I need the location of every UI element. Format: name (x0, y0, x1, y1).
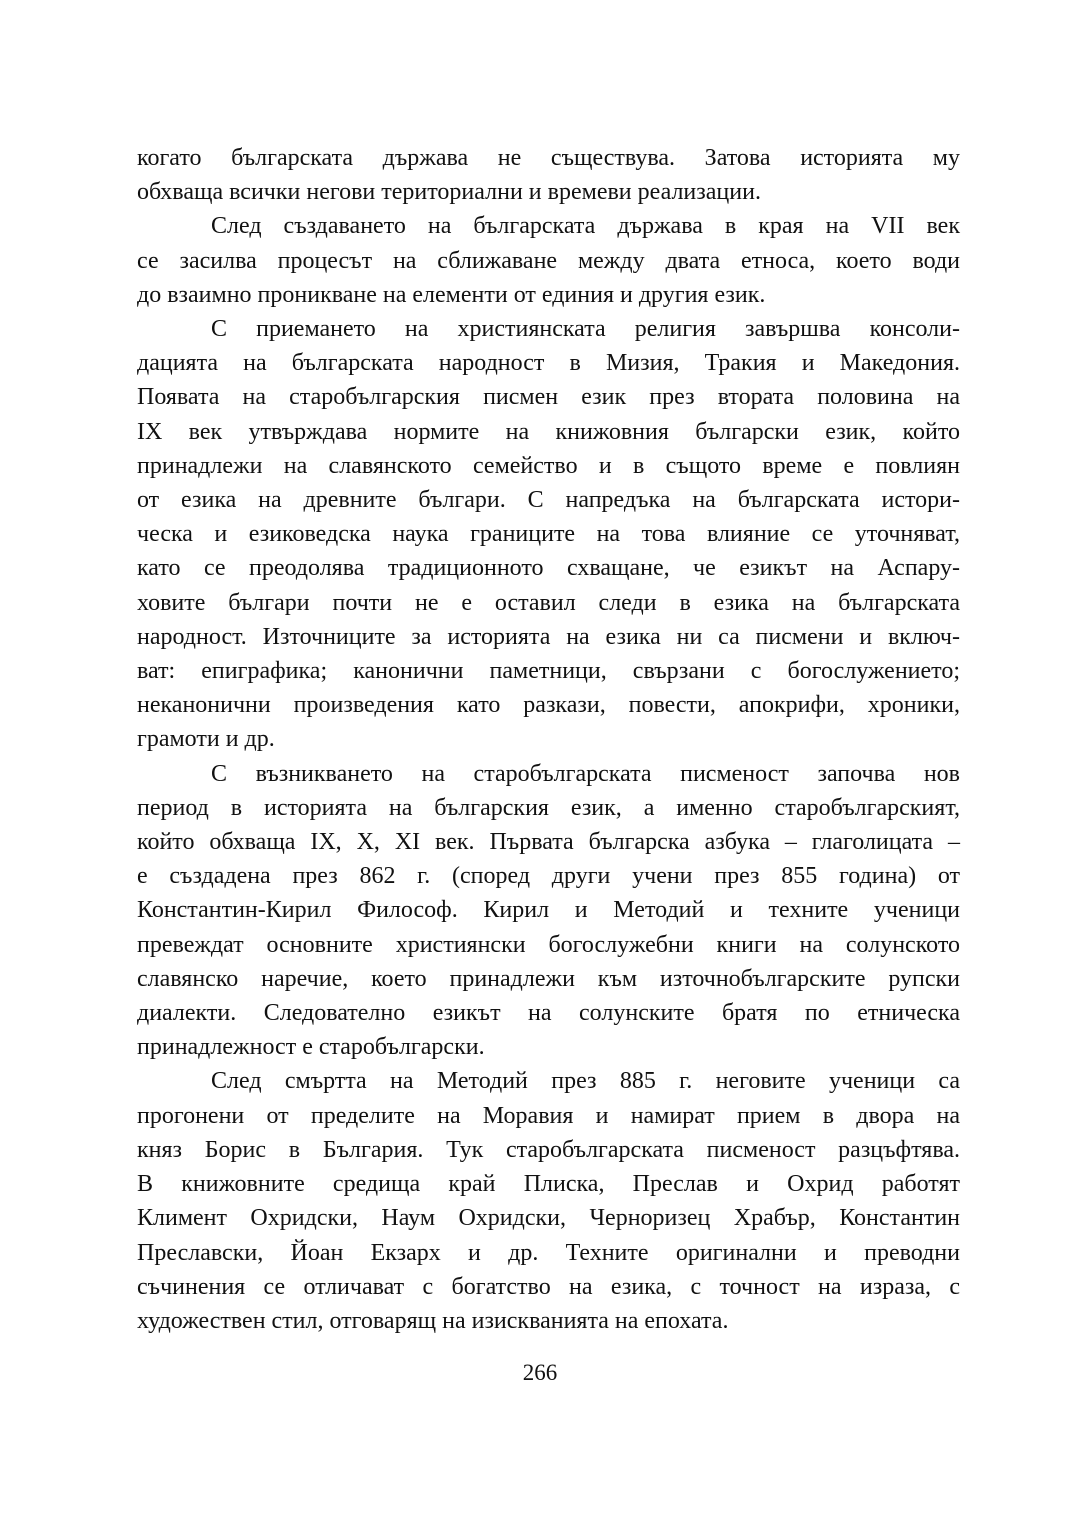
text-line: като се преодолява традиционното схващане, че езикът на Аспару- (137, 555, 960, 582)
text-line: дацията на българската народност в Мизия, Тракия и Македония. (137, 350, 960, 377)
text-line: обхваща всички негови териториални и времеви реализации. (137, 179, 761, 206)
paragraph (137, 312, 960, 757)
text-line: В книжовните средища край Плиска, Преслав и Охрид работят (137, 1171, 960, 1198)
text-line: до взаимно проникване на елементи от единия и другия език. (137, 281, 766, 308)
text-line: който обхваща IX, X, XI век. Първата българска азбука – глаголицата – (137, 829, 960, 856)
text-line: Константин-Кирил Философ. Кирил и Методий и техните ученици (137, 897, 960, 924)
text-line: принадлежи на славянското семейство и в същото време е повлиян (137, 452, 960, 479)
text-line: След смъртта на Методий през 885 г. неговите ученици са (211, 1068, 960, 1095)
text-line: съчинения се отличават с богатство на езика, с точност на израза, с (137, 1273, 960, 1300)
text-line: Преславски, Йоан Екзарх и др. Техните оригинални и преводни (137, 1239, 960, 1266)
text-line: когато българската държава не съществува. Затова историята му (137, 145, 960, 171)
text-line: принадлежност е старобългарски. (137, 1034, 485, 1061)
paragraph (137, 1064, 960, 1338)
text-line: славянско наречие, което принадлежи към източнобългарските рупски (137, 965, 960, 992)
paragraph (137, 757, 960, 1065)
text-line: от езика на древните българи. С напредъка на българската истори- (137, 487, 960, 514)
text-block (137, 141, 960, 1338)
text-line: диалекти. Следователно езикът на солунските братя по етническа (137, 1000, 960, 1027)
text-line: Климент Охридски, Наум Охридски, Черноризец Храбър, Константин (137, 1205, 960, 1232)
text-line: превеждат основните християнски богослужебни книги на солунското (137, 931, 960, 958)
text-line: княз Борис в България. Тук старобългарската писменост разцъфтява. (137, 1136, 960, 1163)
text-line: ческа и езиковедска наука границите на това влияние се уточняват, (137, 521, 960, 548)
text-line: народност. Източниците за историята на езика ни са писмени и включ- (137, 623, 960, 650)
text-line: ват: епиграфика; канонични паметници, свързани с богослужението; (137, 658, 960, 685)
text-line: С възникването на старобългарската писменост започва нов (211, 760, 960, 787)
paragraph (137, 141, 960, 209)
text-line: период в историята на българския език, а именно старобългарският, (137, 794, 960, 821)
text-line: неканонични произведения като разкази, повести, апокрифи, хроники, (137, 692, 960, 719)
text-line: След създаването на българската държава в края на VII век (211, 213, 960, 240)
paragraph (137, 209, 960, 312)
text-line: е създадена през 862 г. (според други учени през 855 година) от (137, 863, 960, 890)
text-line: прогонени от пределите на Моравия и намират прием в двора на (137, 1102, 960, 1129)
page-number: 266 (522, 1360, 558, 1385)
text-line: художествен стил, отговарящ на изискванията на епохата. (137, 1307, 729, 1334)
text-line: се засилва процесът на сближаване между двата етноса, което води (137, 247, 960, 274)
text-line: ховите българи почти не е оставил следи в езика на българската (137, 589, 960, 616)
text-line: С приемането на християнската религия завършва консоли- (211, 316, 960, 343)
text-line: грамоти и др. (137, 726, 275, 753)
text-line: IX век утвърждава нормите на книжовния български език, който (137, 418, 960, 445)
text-line: Появата на старобългарския писмен език през втората половина на (137, 384, 960, 411)
